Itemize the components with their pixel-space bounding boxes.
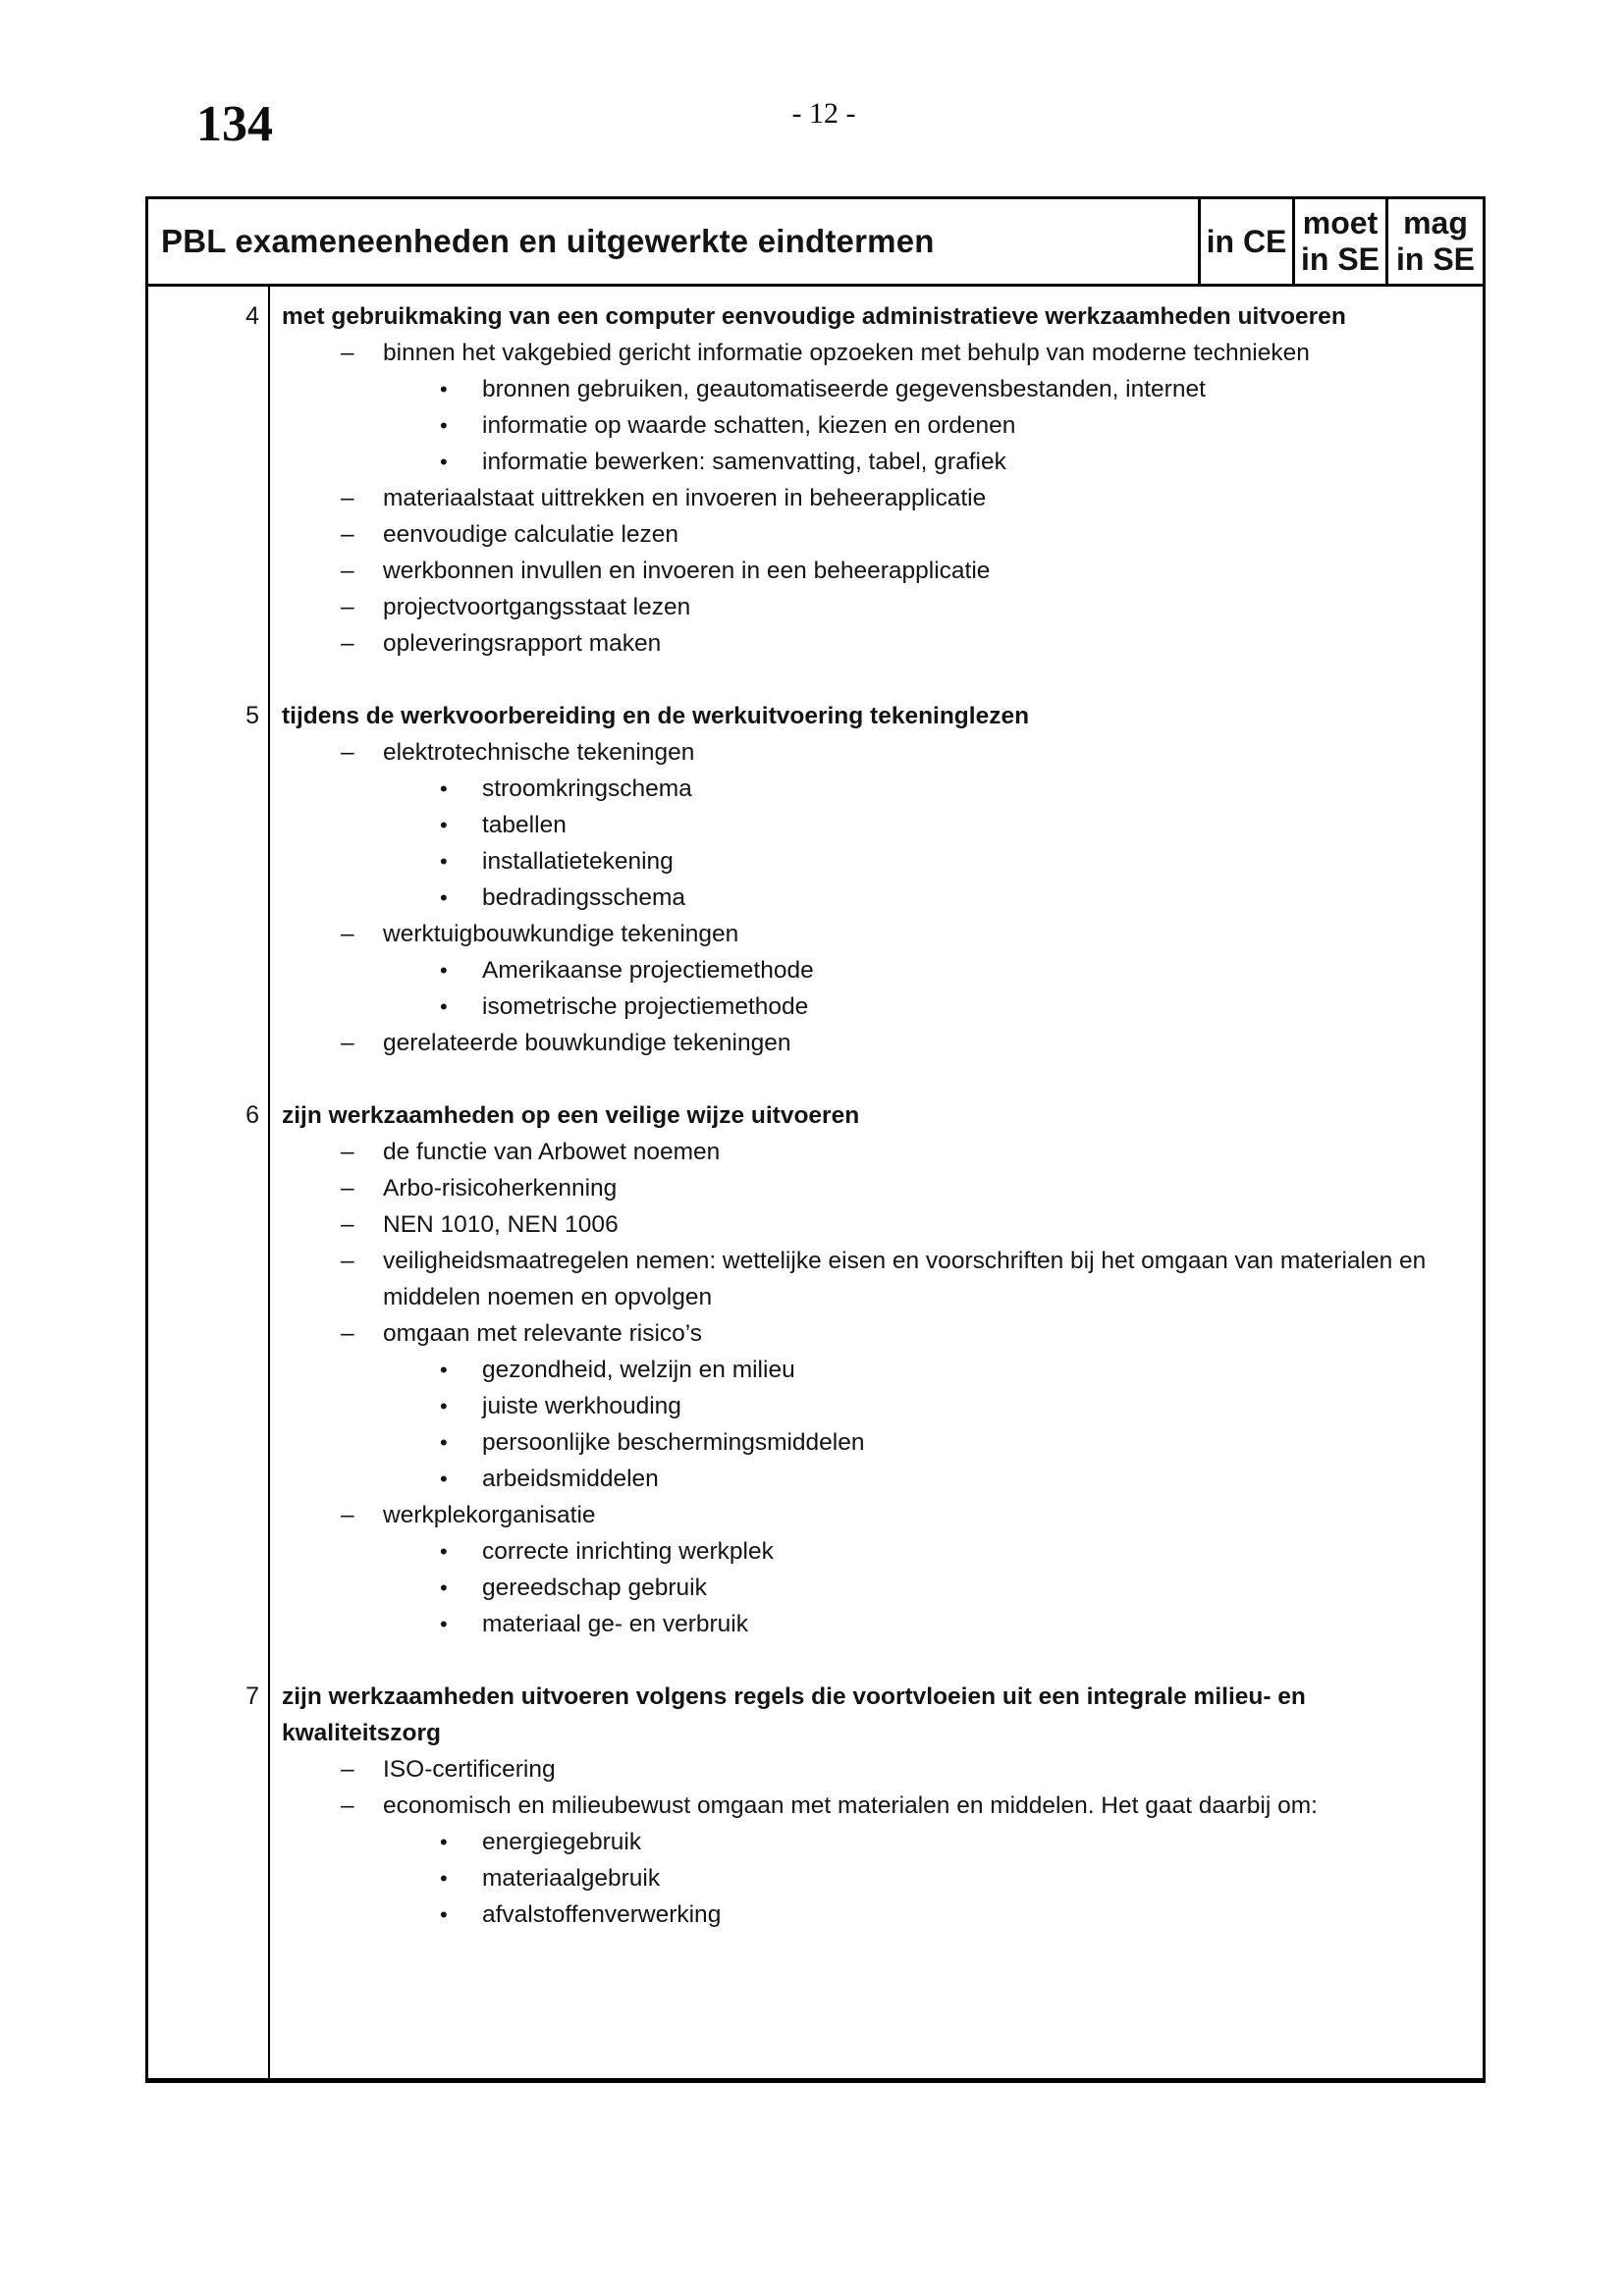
bullet-marker: • [440, 958, 448, 983]
item-content [268, 1679, 1483, 1933]
subpoint-text: correcte inrichting werkplek [482, 1538, 774, 1565]
bullet-marker: • [440, 776, 448, 801]
subpoint-text: persoonlijke beschermingsmiddelen [482, 1429, 865, 1456]
subpoint-text: arbeidsmiddelen [482, 1466, 659, 1492]
point [282, 1206, 1453, 1243]
point [282, 480, 1453, 516]
item-title: met gebruikmaking van een computer eenvoudige administratieve werkzaamheden uitvoeren [282, 303, 1346, 330]
point-text: binnen het vakgebied gericht informatie opzoeken met behulp van moderne technieken [383, 340, 1310, 366]
subpoint-text: Amerikaanse projectiemethode [482, 957, 814, 984]
dash-marker: – [341, 1502, 354, 1528]
bullet-marker: • [440, 849, 448, 874]
item-content [268, 1097, 1483, 1642]
point-text: de functie van Arbowet noemen [383, 1139, 721, 1165]
bullet-marker: • [440, 1539, 448, 1564]
bullet-marker: • [440, 377, 448, 401]
dash-marker: – [341, 739, 354, 766]
number-column-divider [268, 287, 270, 2078]
table-body [148, 287, 1483, 2078]
point-text: Arbo-risicoherkenning [383, 1175, 618, 1201]
item-title: zijn werkzaamheden op een veilige wijze uitvoeren [282, 1102, 860, 1129]
item-number: 6 [245, 1101, 259, 1129]
subpoint-text: installatietekening [482, 848, 674, 875]
exam-item [148, 698, 1483, 1061]
point [282, 1170, 1453, 1206]
subpoint [282, 807, 1453, 843]
point [282, 734, 1453, 771]
point-text: ISO-certificering [383, 1756, 556, 1783]
dash-marker: – [341, 1792, 354, 1819]
item-number: 5 [245, 702, 259, 729]
dash-marker: – [341, 340, 354, 366]
subpoint-text: materiaalgebruik [482, 1865, 661, 1892]
item-number: 7 [245, 1682, 259, 1710]
subpoint [282, 407, 1453, 444]
point-text: veiligheidsmaatregelen nemen: wettelijke eisen en voorschriften bij het omgaan van materialen en middelen noemen en opvolgen [383, 1248, 1427, 1310]
point [282, 1315, 1453, 1352]
column-header-mag-in-se: mag in SE [1385, 199, 1483, 284]
subpoint [282, 771, 1453, 807]
subpoint-text: bedradingsschema [482, 884, 686, 911]
table-header-row [148, 199, 1483, 287]
dash-marker: – [341, 594, 354, 620]
subpoint [282, 880, 1453, 916]
exam-item [148, 298, 1483, 662]
dash-marker: – [341, 1248, 354, 1274]
subpoint-text: bronnen gebruiken, geautomatiseerde gegevensbestanden, internet [482, 376, 1206, 402]
subpoint [282, 1352, 1453, 1388]
bullet-marker: • [440, 1467, 448, 1491]
bullet-marker: • [440, 450, 448, 474]
subpoint-text: stroomkringschema [482, 775, 692, 802]
column-header-moet-in-se: moet in SE [1292, 199, 1385, 284]
bullet-marker: • [440, 1866, 448, 1891]
subpoint [282, 1533, 1453, 1570]
point [282, 589, 1453, 625]
point [282, 553, 1453, 589]
bullet-marker: • [440, 885, 448, 910]
item-title: zijn werkzaamheden uitvoeren volgens regels die voortvloeien uit een integrale milieu- en kwaliteitszorg [282, 1683, 1306, 1746]
subpoint [282, 1606, 1453, 1642]
point [282, 1751, 1453, 1788]
point [282, 1497, 1453, 1533]
subpoint-text: informatie op waarde schatten, kiezen en ordenen [482, 412, 1016, 439]
point-text: werkbonnen invullen en invoeren in een beheerapplicatie [383, 558, 991, 584]
exam-units-table [145, 196, 1486, 2083]
subpoint [282, 988, 1453, 1025]
bullet-marker: • [440, 413, 448, 438]
dash-marker: – [341, 1175, 354, 1201]
item-number: 4 [245, 302, 259, 330]
point-text: materiaalstaat uittrekken en invoeren in beheerapplicatie [383, 485, 987, 511]
bullet-marker: • [440, 994, 448, 1019]
point [282, 1025, 1453, 1061]
table-title: PBL exameneenheden en uitgewerkte eindtermen [161, 223, 935, 259]
dash-marker: – [341, 1320, 354, 1347]
dash-marker: – [341, 521, 354, 548]
subpoint [282, 1388, 1453, 1424]
subpoint-text: juiste werkhouding [482, 1393, 681, 1419]
subpoint-text: gezondheid, welzijn en milieu [482, 1357, 795, 1383]
bullet-marker: • [440, 1902, 448, 1927]
subpoint [282, 371, 1453, 407]
dash-marker: – [341, 921, 354, 947]
point [282, 1134, 1453, 1170]
subpoint-text: informatie bewerken: samenvatting, tabel, grafiek [482, 449, 1006, 475]
dash-marker: – [341, 485, 354, 511]
bullet-marker: • [440, 1575, 448, 1600]
point-text: economisch en milieubewust omgaan met materialen en middelen. Het gaat daarbij om: [383, 1792, 1318, 1819]
subpoint-text: energiegebruik [482, 1829, 642, 1855]
bullet-marker: • [440, 1394, 448, 1418]
item-title: tijdens de werkvoorbereiding en de werkuitvoering tekeninglezen [282, 703, 1030, 729]
point-text: elektrotechnische tekeningen [383, 739, 695, 766]
dash-marker: – [341, 1211, 354, 1238]
subpoint-text: gereedschap gebruik [482, 1575, 707, 1601]
subpoint [282, 1860, 1453, 1896]
dash-marker: – [341, 1139, 354, 1165]
exam-item [148, 1679, 1483, 1933]
point [282, 335, 1453, 371]
point-text: projectvoortgangsstaat lezen [383, 594, 691, 620]
point-text: opleveringsrapport maken [383, 630, 662, 657]
subpoint-text: tabellen [482, 812, 567, 838]
point [282, 516, 1453, 553]
page-center-header: - 12 - [791, 97, 856, 130]
dash-marker: – [341, 630, 354, 657]
point-text: omgaan met relevante risico’s [383, 1320, 703, 1347]
point [282, 1788, 1453, 1824]
item-content [268, 298, 1483, 662]
point-text: eenvoudige calculatie lezen [383, 521, 679, 548]
point [282, 916, 1453, 952]
point-text: werkplekorganisatie [383, 1502, 596, 1528]
point-text: NEN 1010, NEN 1006 [383, 1211, 619, 1238]
point [282, 625, 1453, 662]
subpoint [282, 952, 1453, 988]
dash-marker: – [341, 1756, 354, 1783]
bullet-marker: • [440, 1430, 448, 1455]
subpoint-text: materiaal ge- en verbruik [482, 1611, 748, 1637]
bullet-marker: • [440, 1830, 448, 1854]
dash-marker: – [341, 558, 354, 584]
bullet-marker: • [440, 1358, 448, 1382]
column-header-in-ce: in CE [1198, 199, 1292, 284]
subpoint [282, 444, 1453, 480]
bullet-marker: • [440, 1612, 448, 1636]
subpoint [282, 1461, 1453, 1497]
page-number: 134 [196, 96, 273, 152]
point [282, 1243, 1453, 1315]
subpoint [282, 1896, 1453, 1933]
subpoint [282, 1424, 1453, 1461]
point-text: gerelateerde bouwkundige tekeningen [383, 1030, 791, 1056]
subpoint [282, 843, 1453, 880]
subpoint [282, 1570, 1453, 1606]
subpoint-text: isometrische projectiemethode [482, 993, 809, 1020]
subpoint-text: afvalstoffenverwerking [482, 1901, 722, 1928]
point-text: werktuigbouwkundige tekeningen [383, 921, 739, 947]
subpoint [282, 1824, 1453, 1860]
bullet-marker: • [440, 813, 448, 837]
exam-item [148, 1097, 1483, 1642]
item-content [268, 698, 1483, 1061]
dash-marker: – [341, 1030, 354, 1056]
